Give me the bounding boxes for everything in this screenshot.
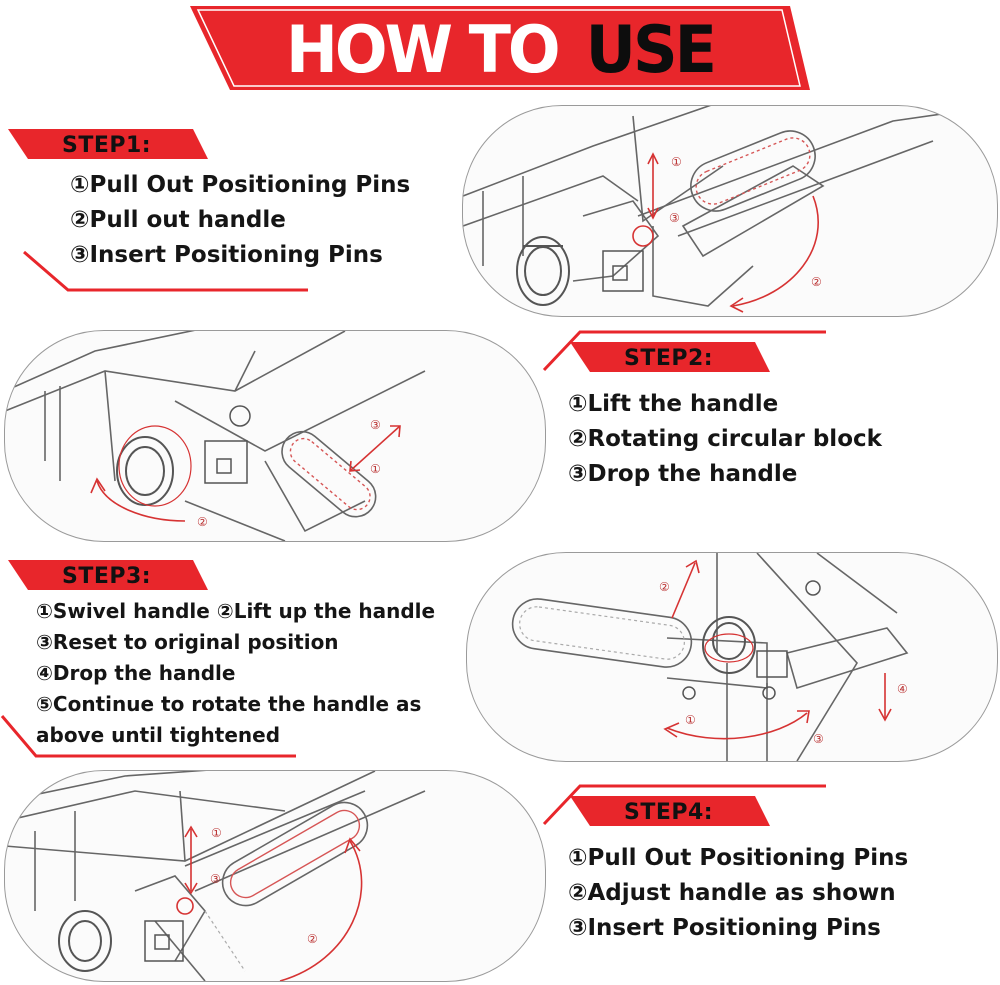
step4-line-1: ①Pull Out Positioning Pins xyxy=(568,845,909,871)
step3-line-5: above until tightened xyxy=(36,723,281,747)
step2-line-3: ③Drop the handle xyxy=(568,461,798,487)
step2-line-2: ②Rotating circular block xyxy=(568,426,882,452)
step3-underline xyxy=(0,712,300,762)
step3-illustration xyxy=(466,552,998,762)
step1-callout-3: ③ xyxy=(669,211,680,225)
step3-callout-3: ③ xyxy=(813,732,824,746)
title-use: USE xyxy=(585,11,714,88)
step2-illustration xyxy=(4,330,546,542)
step3-line-1: ①Swivel handle ②Lift up the handle xyxy=(36,599,436,623)
step4-label: STEP4: xyxy=(624,799,714,825)
step1-underline xyxy=(22,250,312,296)
step2-callout-2: ② xyxy=(197,515,208,529)
step1-label: STEP1: xyxy=(62,132,152,158)
step3-label: STEP3: xyxy=(62,563,152,589)
step2-callout-1: ① xyxy=(370,462,381,476)
step2-line-1: ①Lift the handle xyxy=(568,391,779,417)
step4-line-3: ③Insert Positioning Pins xyxy=(568,915,881,941)
step4-line-2: ②Adjust handle as shown xyxy=(568,880,896,906)
step4-callout-2: ② xyxy=(307,932,318,946)
step3-callout-1: ① xyxy=(685,713,696,727)
title-how-to: HOW TO xyxy=(286,11,558,88)
step2-label: STEP2: xyxy=(624,345,714,371)
step3-callout-4: ④ xyxy=(897,682,908,696)
step4-illustration xyxy=(4,770,546,982)
step1-line-1: ①Pull Out Positioning Pins xyxy=(70,172,411,198)
step4-callout-3: ③ xyxy=(210,872,221,886)
page-title xyxy=(190,8,810,92)
step2-callout-3: ③ xyxy=(370,418,381,432)
step1-illustration xyxy=(462,105,998,317)
step3-callout-2: ② xyxy=(659,580,670,594)
step3-line-4: ⑤Continue to rotate the handle as xyxy=(36,692,422,716)
step4-callout-1: ① xyxy=(211,826,222,840)
step1-line-3: ③Insert Positioning Pins xyxy=(70,242,383,268)
step1-callout-2: ② xyxy=(811,275,822,289)
step3-line-3: ④Drop the handle xyxy=(36,661,236,685)
step3-line-2: ③Reset to original position xyxy=(36,630,339,654)
step1-line-2: ②Pull out handle xyxy=(70,207,286,233)
step1-callout-1: ① xyxy=(671,155,682,169)
